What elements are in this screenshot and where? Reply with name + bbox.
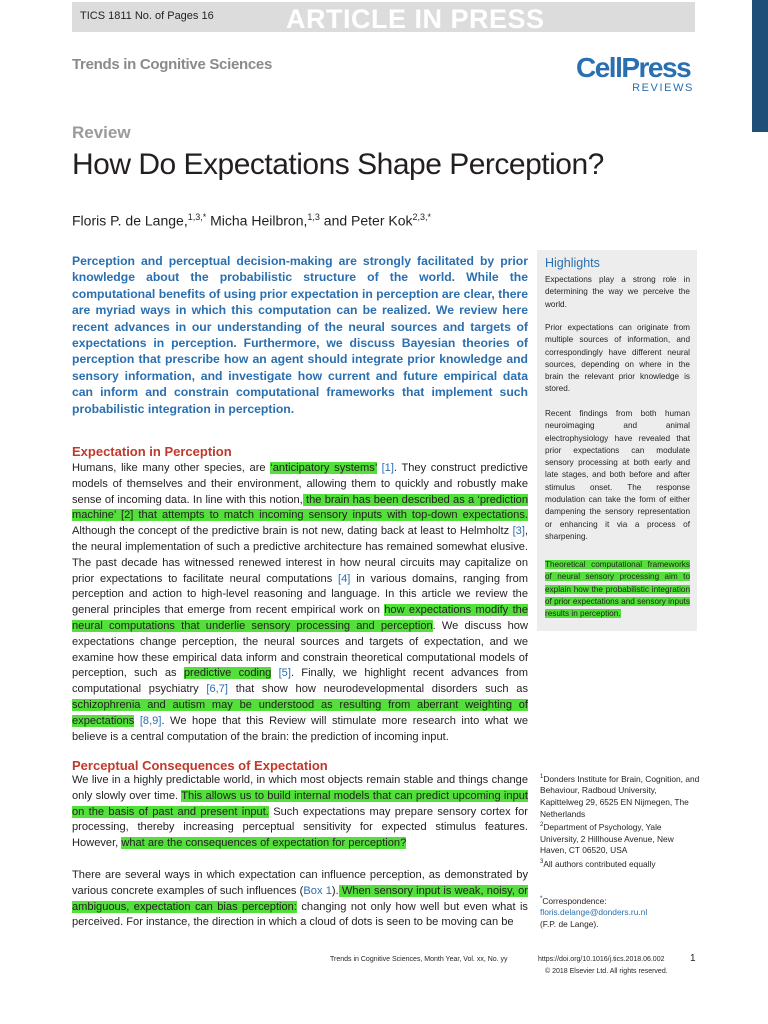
article-in-press-banner: [72, 2, 695, 32]
footer-copyright: © 2018 Elsevier Ltd. All rights reserved.: [545, 968, 668, 975]
highlight-item: Recent findings from both human neuroimaging and animal electrophysiology have revealed that prior expectations can modulate sensory processing at both early and late stages, and both before and after stimulus onset. The response modulation can take the form of either dampening the sensory representation or enhancing it via a process of sharpening.: [545, 409, 690, 541]
citation-link[interactable]: [8,9]: [139, 714, 162, 727]
logo-subtitle: REVIEWS: [632, 82, 694, 94]
body-text: in various domains, ranging from perception and action to high-level reasoning and language. In this article we review the general principles that emerge from recent empirical work on: [72, 572, 528, 617]
author-affiliation-marker: 1,3: [307, 212, 320, 222]
highlighted-text: the brain has been described as a ‘prediction machine’ [2] that attempts to match incoming sensory inputs with top-down expectations.: [72, 493, 528, 522]
highlight-item-highlighted: [545, 559, 690, 620]
citation-link[interactable]: [3]: [512, 525, 525, 538]
correspondence-email[interactable]: floris.delange@donders.ru.nl: [540, 907, 648, 918]
body-text: Humans, like many other species, are: [72, 462, 271, 474]
citation-link[interactable]: Box 1: [303, 884, 332, 897]
affiliation: $^2$Department of Psychology, Yale University, 2 Hillhouse Avenue, New Haven, CT 06520, USA: [540, 821, 674, 856]
affiliation: $^3$All authors contributed equally: [540, 858, 656, 869]
edge-tab: [752, 0, 768, 132]
highlighted-text: This allows us to build internal models that can predict upcoming input on the basis of past and present input.: [72, 789, 528, 818]
abstract: Perception and perceptual decision-making are strongly facilitated by prior knowledge about the probabilistic structure of the world. While the computational benefits of using prior expectation in perception are clear, there are myriad ways in which this computation can be realized. We review here recent advances in our understanding of the neural sources and targets of expectations in perception. Furthermore, we discuss Bayesian theories of perception that prescribe how an agent should integrate prior knowledge and sensory information, and investigate how current and future empirical data can inform and constrain computational frameworks that implement such probabilistic integration in perception.: [72, 254, 528, 416]
citation-link[interactable]: [6,7]: [206, 683, 229, 696]
article-title: How Do Expectations Shape Perception?: [72, 148, 604, 181]
body-text: changing not only how well but even what is perceived. For instance, the direction in which a cloud of dots is seen to be moving can be: [72, 900, 528, 929]
body-text: that show how neurodevelopmental disorders such as: [228, 683, 528, 696]
body-text: . They construct predictive models of themselves and their environment, allowing them to quickly and robustly make sense of incoming data. In line with this notion,: [72, 462, 528, 506]
body-text: [271, 667, 278, 679]
manuscript-id: TICS 1811 No. of Pages 16: [80, 10, 214, 22]
section-heading-expectation: Expectation in Perception: [72, 444, 232, 459]
highlighted-text: ‘anticipatory systems’: [270, 462, 377, 474]
cellpress-logo: [576, 52, 700, 96]
highlighted-text: Theoretical computational frameworks of neural sensory processing aim to explain how the probabilistic integration of prior expectations and sensory inputs results in perception.: [545, 560, 690, 619]
body-text: . We hope that this Review will stimulate more research into what we believe is a central computation of the brain: the prediction of incoming input.: [72, 714, 528, 743]
page-number: 1: [690, 953, 696, 964]
author-name: and Peter Kok: [319, 212, 413, 229]
body-text: ).: [331, 884, 339, 897]
highlighted-text: When sensory input is weak, noisy, or ambiguous, expectation can bias perception:: [72, 884, 528, 913]
journal-name: Trends in Cognitive Sciences: [72, 56, 272, 73]
author-affiliation-marker: 1,3,*: [187, 212, 207, 222]
body-text: . We discuss how expectations change perception, the neural sources and targets of expectation, and we examine how these empirical data inform and constrain theoretical computational models of perception, such as: [72, 619, 528, 680]
highlights-heading: Highlights: [545, 256, 600, 270]
logo-wordmark: CellPress: [576, 52, 691, 83]
highlighted-text: what are the consequences of expectation for perception?: [121, 837, 407, 850]
footer-doi-link[interactable]: https://doi.org/10.1016/j.tics.2018.06.002: [538, 956, 665, 963]
article-in-press-label: ARTICLE IN PRESS: [286, 4, 545, 34]
article-type: Review: [72, 123, 131, 142]
highlighted-text: how expectations modify the neural computations that underlie sensory processing and perception: [72, 604, 528, 632]
citation-link[interactable]: [4]: [338, 572, 351, 585]
author-name: Floris P. de Lange,: [72, 212, 188, 229]
citation-link[interactable]: [1]: [381, 462, 394, 474]
citation-link[interactable]: [5]: [278, 667, 291, 680]
author-affiliation-marker: 2,3,*: [412, 212, 432, 222]
body-text: We live in a highly predictable world, in which most objects remain stable and things change only slowly over time.: [72, 774, 528, 802]
section-body-consequences-p1: [72, 773, 528, 852]
section-heading-consequences: Perceptual Consequences of Expectation: [72, 758, 328, 773]
correspondence: [540, 894, 700, 931]
correspondence-name: (F.P. de Lange).: [540, 918, 599, 929]
highlight-item: Expectations play a strong role in determining the way we perceive the world.: [545, 275, 690, 309]
highlighted-text: predictive coding: [183, 667, 272, 680]
body-text: Such expectations may prepare sensory cortex for processing, thereby increasing perceptual sensitivity for expected stimulus features. However,: [72, 805, 528, 850]
highlighted-text: schizophrenia and autism may be understood as resulting from aberrant weighting of expectations: [72, 698, 528, 727]
body-text: . Finally, we highlight recent advances from computational psychiatry: [72, 667, 528, 696]
body-text: , the neural implementation of such a predictive architecture has remained somewhat elusive. The past decade has witnessed renewed interest in how neural circuits may capitalize on prior expectations to facilitate neural computations: [72, 525, 528, 585]
correspondence-label: *Correspondence:: [540, 895, 607, 906]
section-body-expectation: [72, 461, 528, 745]
affiliations: [540, 772, 700, 870]
author-list: [72, 212, 431, 229]
section-body-consequences-p2: [72, 868, 528, 931]
highlights-box: [537, 250, 697, 631]
body-text: Although the concept of the predictive brain is not new, dating back at least to Helmholtz: [72, 525, 513, 538]
body-text: There are several ways in which expectation can influence perception, as demonstrated by various concrete examples of such influences (: [72, 869, 528, 897]
affiliation: $^1$Donders Institute for Brain, Cognition, and Behaviour, Radboud University, Kapittelweg 29, 6525 EN Nijmegen, The Netherlands: [540, 773, 700, 819]
highlight-item: Prior expectations can originate from multiple sources of information, and correspondingly have different neural sources, depending on where in the brain the relevant prior knowledge is stored.: [545, 323, 690, 394]
author-name: Micha Heilbron,: [206, 212, 308, 229]
footer-journal-info: Trends in Cognitive Sciences, Month Year, Vol. xx, No. yy: [330, 956, 508, 963]
